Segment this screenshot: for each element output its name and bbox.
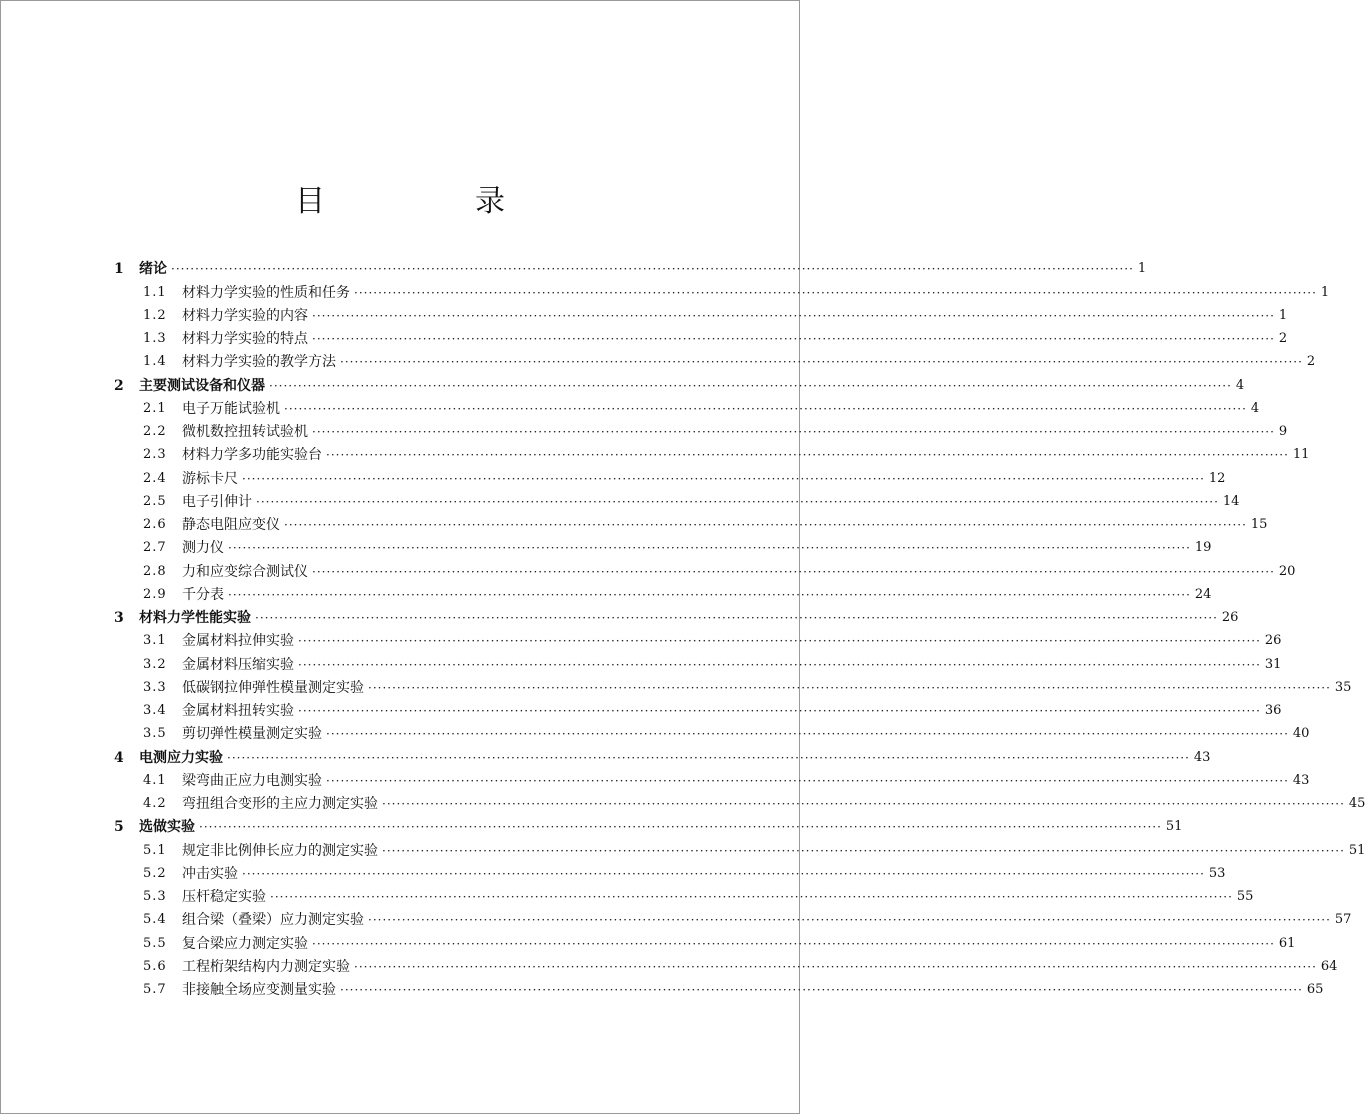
toc-section-entry[interactable] — [114, 627, 1282, 650]
toc-entry-title: 金属材料拉伸实验 — [182, 633, 294, 650]
toc-entry-title: 材料力学实验的性质和任务 — [182, 284, 350, 301]
toc-entry-number: 2.7 — [143, 540, 167, 556]
toc-leader-dots: ········································································································································································································ — [269, 378, 1232, 393]
toc-leader-dots: ········································································································································································································ — [326, 448, 1289, 463]
toc-leader-dots: ········································································································································································································ — [256, 494, 1219, 509]
toc-leader-dots: ········································································································································································································ — [242, 471, 1205, 486]
toc-section-entry[interactable] — [114, 767, 1310, 790]
toc-entry-number: 4.1 — [143, 772, 167, 788]
toc-entry-title: 低碳钢拉伸弹性模量测定实验 — [182, 679, 364, 696]
toc-entry-number: 1.2 — [143, 307, 167, 323]
toc-section-entry[interactable] — [114, 325, 1288, 348]
toc-entry-page-number: 26 — [1264, 633, 1282, 649]
toc-leader-dots: ········································································································································································································ — [382, 797, 1345, 811]
toc-entry-title: 电子引伸计 — [182, 493, 252, 510]
toc-entry-page-number: 26 — [1221, 610, 1239, 625]
toc-leader-dots: ········································································································································································································ — [326, 727, 1289, 742]
toc-entry-page-number: 61 — [1278, 935, 1296, 951]
toc-chapter-entry[interactable] — [114, 813, 1183, 836]
toc-section-entry[interactable] — [114, 464, 1226, 487]
toc-section-entry[interactable] — [114, 929, 1296, 952]
toc-entry-page-number: 57 — [1334, 912, 1352, 928]
toc-entry-page-number: 14 — [1222, 493, 1240, 509]
toc-entry-page-number: 51 — [1348, 842, 1365, 858]
toc-entry-page-number: 15 — [1250, 517, 1268, 532]
toc-leader-dots: ········································································································································································································ — [298, 704, 1261, 718]
toc-entry-number: 5.5 — [143, 935, 167, 951]
toc-section-entry[interactable] — [114, 534, 1212, 557]
table-of-contents — [114, 255, 1365, 999]
toc-entry-title: 复合梁应力测定实验 — [182, 935, 308, 952]
toc-chapter-entry[interactable] — [114, 604, 1239, 627]
toc-entry-title: 电子万能试验机 — [182, 400, 280, 417]
toc-leader-dots: ········································································································································································································ — [255, 611, 1218, 625]
toc-entry-title: 剪切弹性模量测定实验 — [182, 726, 322, 743]
toc-section-entry[interactable] — [114, 906, 1352, 929]
toc-entry-page-number: 4 — [1250, 400, 1260, 416]
toc-entry-title: 压杆稳定实验 — [182, 889, 266, 905]
toc-leader-dots: ········································································································································································································ — [340, 983, 1303, 997]
toc-entry-page-number: 65 — [1306, 982, 1324, 997]
toc-leader-dots: ········································································································································································································ — [312, 564, 1275, 579]
toc-entry-number: 5.4 — [143, 912, 167, 928]
toc-leader-dots: ········································································································································································································ — [284, 518, 1247, 532]
toc-entry-number: 3.2 — [143, 656, 167, 672]
toc-entry-title: 力和应变综合测试仪 — [182, 563, 308, 580]
toc-leader-dots: ········································································································································································································ — [312, 308, 1275, 323]
toc-entry-title: 材料力学实验的特点 — [182, 331, 308, 347]
toc-entry-title: 微机数控扭转试验机 — [182, 424, 308, 440]
toc-entry-title: 金属材料压缩实验 — [182, 656, 294, 673]
toc-entry-page-number: 1 — [1320, 284, 1330, 300]
toc-leader-dots: ········································································································································································································ — [298, 657, 1261, 672]
toc-leader-dots: ········································································································································································································ — [199, 820, 1162, 835]
toc-section-entry[interactable] — [114, 976, 1324, 999]
toc-entry-title: 梁弯曲正应力电测实验 — [182, 772, 322, 789]
toc-entry-title: 游标卡尺 — [182, 470, 238, 487]
toc-entry-page-number: 2 — [1278, 331, 1288, 346]
toc-entry-title: 材料力学实验的内容 — [182, 307, 308, 324]
toc-entry-number: 3.1 — [143, 633, 167, 649]
toc-leader-dots: ········································································································································································································ — [227, 750, 1190, 765]
toc-entry-number: 2.2 — [143, 424, 167, 439]
toc-leader-dots: ········································································································································································································ — [326, 773, 1289, 788]
toc-entry-page-number: 24 — [1194, 586, 1212, 602]
toc-section-entry[interactable] — [114, 348, 1316, 371]
toc-leader-dots: ········································································································································································································ — [368, 680, 1331, 695]
toc-entry-number: 5.3 — [143, 889, 167, 904]
toc-section-entry[interactable] — [114, 278, 1330, 301]
toc-entry-page-number: 11 — [1292, 447, 1310, 463]
toc-section-entry[interactable] — [114, 488, 1240, 511]
toc-leader-dots: ········································································································································································································ — [312, 332, 1275, 346]
toc-entry-number: 1.1 — [143, 284, 167, 300]
toc-entry-page-number: 2 — [1306, 354, 1316, 370]
toc-leader-dots: ········································································································································································································ — [312, 936, 1275, 951]
toc-section-entry[interactable] — [114, 953, 1338, 976]
toc-entry-page-number: 4 — [1235, 377, 1245, 393]
toc-entry-title: 主要测试设备和仪器 — [139, 377, 265, 394]
toc-section-entry[interactable] — [114, 650, 1282, 673]
toc-leader-dots: ········································································································································································································ — [284, 401, 1247, 416]
toc-entry-title: 工程桁架结构内力测定实验 — [182, 958, 350, 975]
toc-section-entry[interactable] — [114, 883, 1254, 906]
toc-section-entry[interactable] — [114, 860, 1226, 883]
toc-entry-number: 3.3 — [143, 679, 167, 695]
page-title: 目 录 — [295, 184, 565, 219]
toc-entry-number: 4 — [114, 749, 124, 766]
toc-entry-number: 1.3 — [143, 331, 167, 346]
toc-section-entry[interactable] — [114, 697, 1282, 720]
toc-entry-number: 2.3 — [143, 447, 167, 463]
toc-entry-number: 5.1 — [143, 842, 167, 858]
toc-entry-number: 2.8 — [143, 563, 167, 579]
toc-entry-number: 2.5 — [143, 493, 167, 509]
toc-entry-number: 5 — [114, 819, 124, 836]
toc-entry-number: 5.7 — [143, 982, 167, 997]
toc-entry-number: 2.6 — [143, 517, 167, 532]
toc-entry-number: 2.9 — [143, 586, 167, 602]
toc-entry-page-number: 53 — [1208, 865, 1226, 881]
toc-entry-number: 4.2 — [143, 796, 167, 811]
toc-leader-dots: ········································································································································································································ — [368, 913, 1331, 928]
toc-section-entry[interactable] — [114, 418, 1288, 441]
toc-section-entry[interactable] — [114, 790, 1365, 813]
toc-leader-dots: ········································································································································································································ — [228, 587, 1191, 602]
toc-entry-page-number: 12 — [1208, 470, 1226, 486]
toc-entry-title: 材料力学多功能实验台 — [182, 447, 322, 464]
toc-entry-title: 材料力学性能实验 — [139, 610, 251, 626]
toc-entry-title: 静态电阻应变仪 — [182, 517, 280, 533]
toc-leader-dots: ········································································································································································································ — [171, 262, 1134, 277]
toc-section-entry[interactable] — [114, 557, 1296, 580]
toc-section-entry[interactable] — [114, 511, 1268, 534]
toc-entry-page-number: 20 — [1278, 563, 1296, 579]
toc-entry-title: 材料力学实验的教学方法 — [182, 354, 336, 371]
toc-chapter-entry[interactable] — [114, 371, 1245, 394]
toc-entry-number: 3 — [114, 610, 124, 626]
toc-entry-page-number: 35 — [1334, 679, 1352, 695]
toc-leader-dots: ········································································································································································································ — [242, 866, 1205, 881]
toc-entry-number: 5.6 — [143, 958, 167, 974]
toc-entry-page-number: 55 — [1236, 889, 1254, 904]
toc-section-entry[interactable] — [114, 674, 1352, 697]
toc-entry-page-number: 45 — [1348, 796, 1365, 811]
toc-leader-dots: ········································································································································································································ — [340, 355, 1303, 370]
toc-entry-number: 3.4 — [143, 703, 167, 718]
toc-chapter-entry[interactable] — [114, 255, 1147, 278]
toc-chapter-entry[interactable] — [114, 743, 1211, 766]
toc-entry-title: 选做实验 — [139, 819, 195, 836]
toc-entry-title: 规定非比例伸长应力的测定实验 — [182, 842, 378, 859]
toc-leader-dots: ········································································································································································································ — [228, 541, 1191, 556]
toc-entry-title: 绪论 — [139, 261, 167, 278]
toc-entry-title: 千分表 — [182, 586, 224, 603]
toc-entry-title: 测力仪 — [182, 540, 224, 557]
toc-entry-title: 弯扭组合变形的主应力测定实验 — [182, 796, 378, 812]
toc-leader-dots: ········································································································································································································ — [354, 959, 1317, 974]
toc-entry-number: 1 — [114, 261, 124, 278]
toc-section-entry[interactable] — [114, 441, 1310, 464]
toc-section-entry[interactable] — [114, 836, 1365, 859]
toc-entry-title: 冲击实验 — [182, 865, 238, 882]
toc-entry-number: 2.1 — [143, 400, 167, 416]
toc-entry-page-number: 1 — [1137, 261, 1147, 277]
toc-entry-page-number: 40 — [1292, 726, 1310, 742]
toc-entry-page-number: 43 — [1193, 749, 1211, 765]
toc-entry-page-number: 64 — [1320, 958, 1338, 974]
toc-section-entry[interactable] — [114, 581, 1212, 604]
toc-entry-number: 2 — [114, 377, 124, 394]
toc-leader-dots: ········································································································································································································ — [298, 634, 1261, 649]
toc-leader-dots: ········································································································································································································ — [312, 425, 1275, 439]
toc-section-entry[interactable] — [114, 395, 1260, 418]
toc-entry-number: 3.5 — [143, 726, 167, 742]
toc-entry-page-number: 31 — [1264, 656, 1282, 672]
toc-entry-title: 电测应力实验 — [139, 749, 223, 766]
toc-entry-number: 5.2 — [143, 865, 167, 881]
toc-leader-dots: ········································································································································································································ — [382, 843, 1345, 858]
toc-entry-page-number: 19 — [1194, 540, 1212, 556]
toc-entry-page-number: 9 — [1278, 424, 1288, 439]
toc-entry-page-number: 36 — [1264, 703, 1282, 718]
toc-section-entry[interactable] — [114, 720, 1310, 743]
toc-entry-number: 1.4 — [143, 354, 167, 370]
toc-entry-page-number: 43 — [1292, 772, 1310, 788]
toc-leader-dots: ········································································································································································································ — [354, 285, 1317, 300]
toc-section-entry[interactable] — [114, 302, 1288, 325]
toc-entry-title: 组合梁（叠梁）应力测定实验 — [182, 912, 364, 929]
toc-entry-title: 非接触全场应变测量实验 — [182, 982, 336, 998]
toc-entry-title: 金属材料扭转实验 — [182, 703, 294, 719]
toc-leader-dots: ········································································································································································································ — [270, 890, 1233, 904]
toc-entry-page-number: 51 — [1165, 819, 1183, 835]
toc-entry-number: 2.4 — [143, 470, 167, 486]
toc-entry-page-number: 1 — [1278, 307, 1288, 323]
